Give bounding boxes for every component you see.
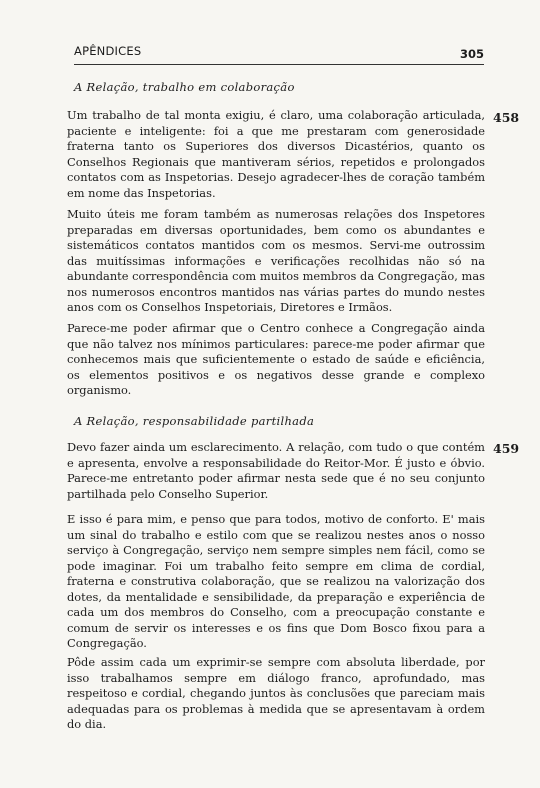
paragraph: Devo fazer ainda um esclarecimento. A relação, com tudo o que contém e apresenta, envolve a responsabilidade do Reitor-Mor. É justo e óbvio. Parece-me entretanto poder afirmar nesta sede que é no seu conjunto partilhada pelo Conselho Superior.: [67, 440, 485, 501]
running-title: APÊNDICES: [74, 44, 142, 58]
paragraph: Parece-me poder afirmar que o Centro conhece a Congregação ainda que não talvez nos mínimos particulares: parece-me poder afirmar que conhecemos mais que suficientemente o estado de saúde e eficiência, os elementos positivos e os negativos desse grande e complexo organismo.: [67, 321, 485, 397]
margin-paragraph-number: 458: [493, 110, 520, 125]
paragraph: Pôde assim cada um exprimir-se sempre com absoluta liberdade, por isso trabalhamos sempre em diálogo franco, aprofundado, mas respeitoso e cordial, chegando juntos às conclusões que pareciam mais adequadas para os problemas à medida que se apresentavam à ordem do dia.: [67, 655, 485, 731]
margin-paragraph-number: 459: [493, 441, 520, 456]
paragraph: Muito úteis me foram também as numerosas relações dos Inspetores preparadas em diversas oportunidades, bem como os abundantes e sistemáticos contatos mantidos com os mesmos. Servi-me outrossim das muitíssimas informações e verificações recolhidas não só na abundante correspondência com muitos membros da Congregação, mas nos numerosos encontros mantidos nas várias partes do mundo nestes anos com os Conselhos Inspetoriais, Diretores e Irmãos.: [67, 207, 485, 314]
paragraph: E isso é para mim, e penso que para todos, motivo de conforto. E' mais um sinal do trabalho e estilo com que se realizou nestes anos o nosso serviço à Congregação, serviço nem sempre simples nem fácil, como se pode imaginar. Foi um trabalho feito sempre em clima de cordial, fraterna e construtiva colaboração, que se realizou na valorização dos dotes, da mentalidade e sensibilidade, da preparação e experiência de cada um dos membros do Conselho, com a preocupação constante e comum de servir os interesses e os fins que Dom Bosco fixou para a Congregação.: [67, 512, 485, 650]
page-number: 305: [459, 47, 484, 61]
page-header: [74, 44, 484, 65]
paragraph: Um trabalho de tal monta exigiu, é claro, uma colaboração articulada, paciente e inteligente: foi a que me prestaram com generosidade fraterna tanto os Superiores dos diversos Dicastérios, quanto os Conselhos Regionais que mantiveram sérios, repetidos e prolongados contatos com as Inspetorias. Desejo agradecer-lhes de coração também em nome das Inspetorias.: [67, 108, 485, 200]
section-heading: A Relação, responsabilidade partilhada: [74, 414, 315, 428]
section-heading: A Relação, trabalho em colaboração: [74, 80, 295, 94]
